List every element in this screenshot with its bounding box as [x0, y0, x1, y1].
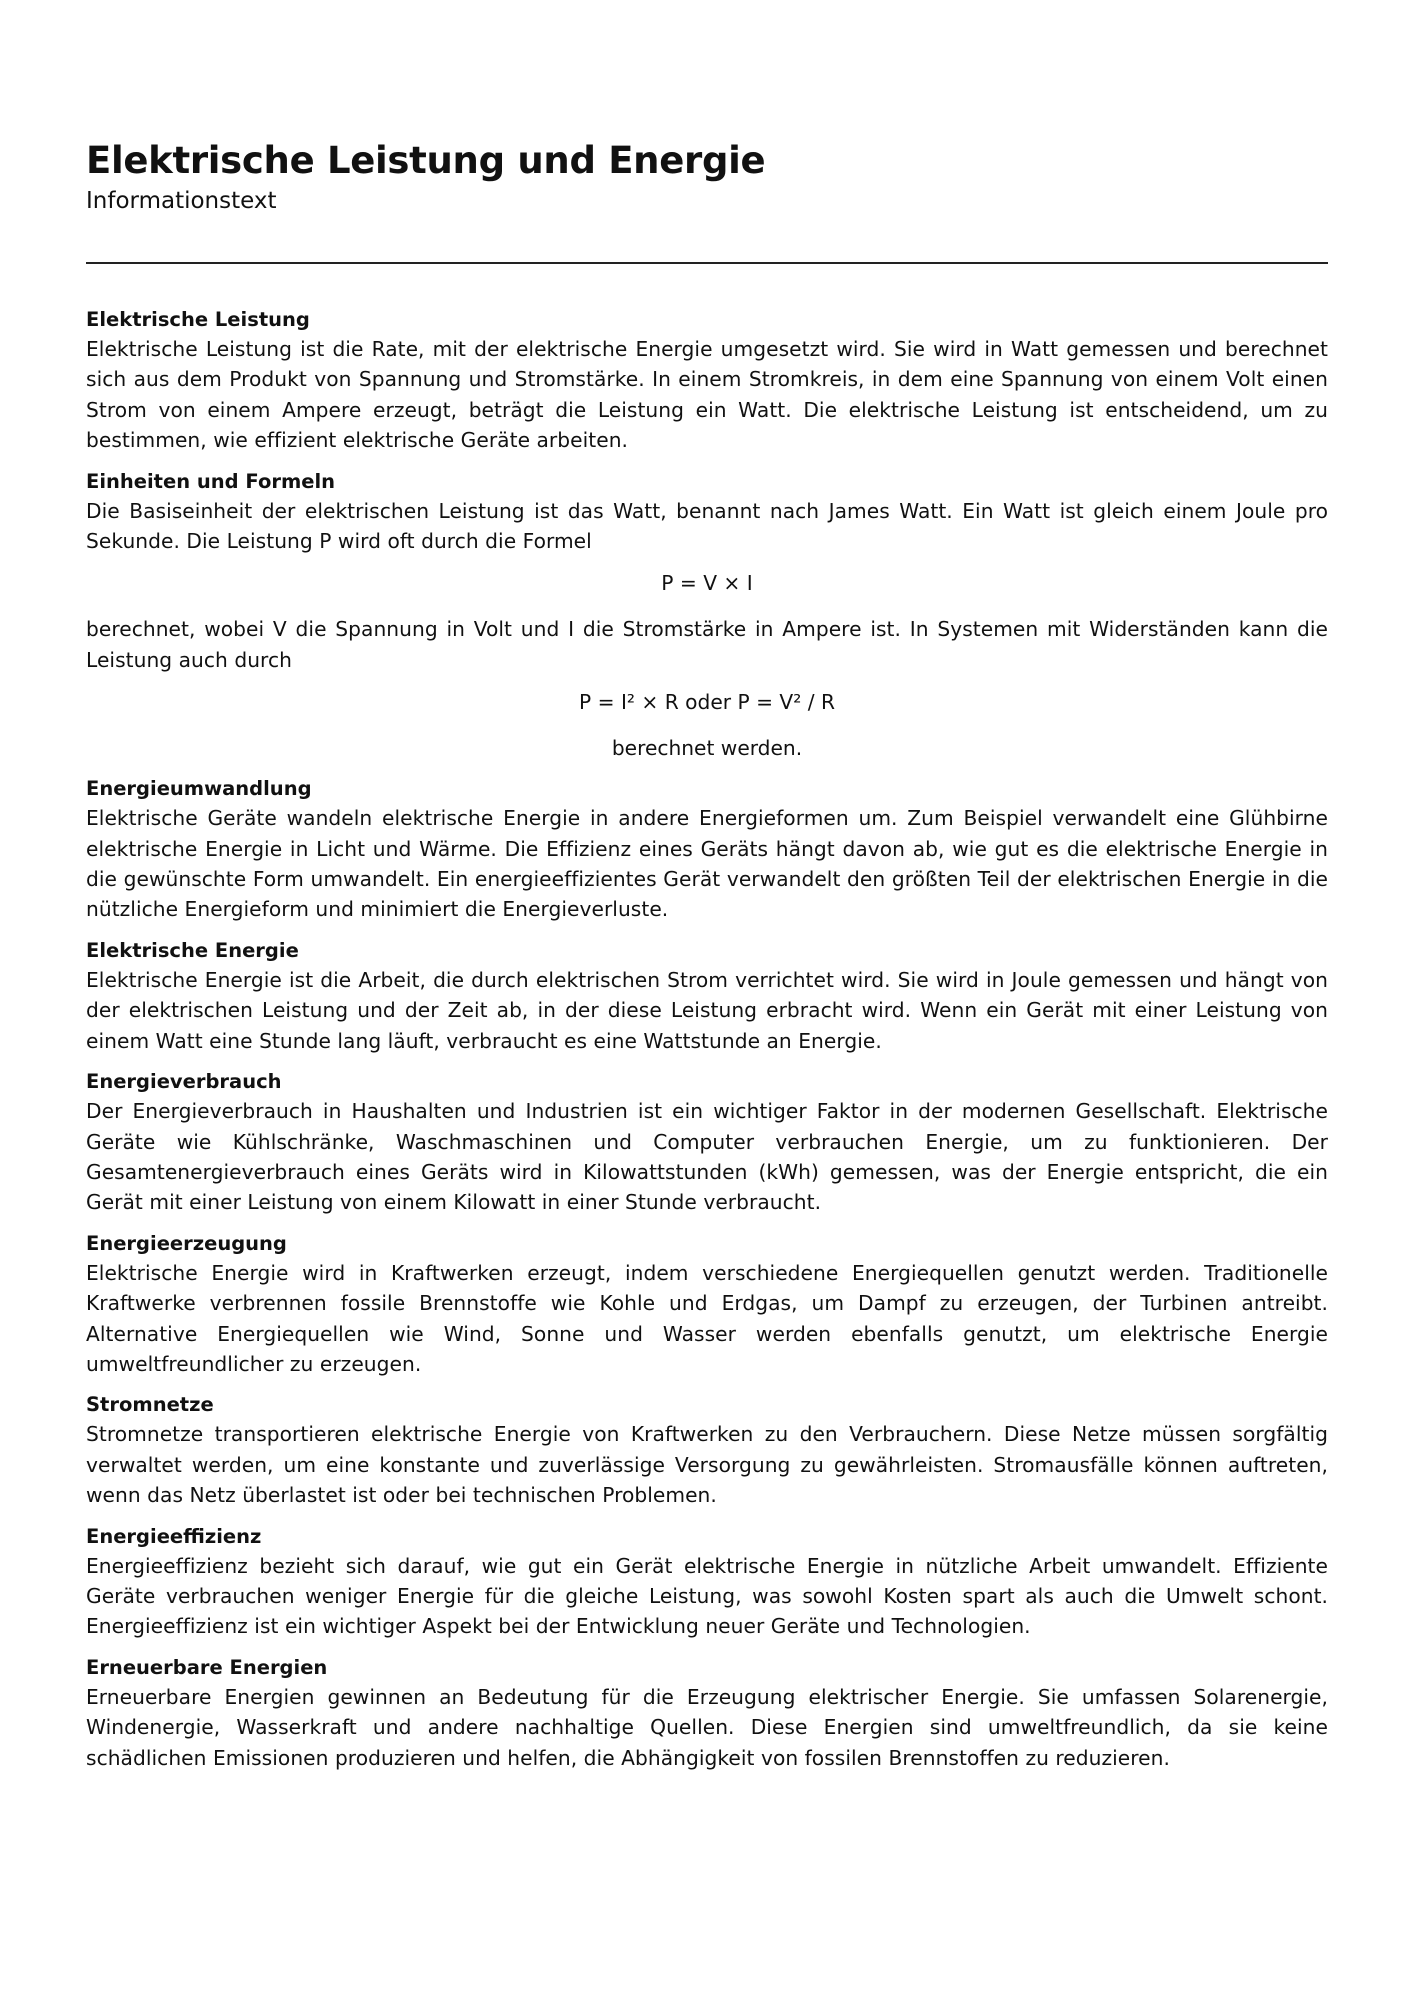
section-energieumwandlung [86, 775, 1328, 925]
section-paragraph: Stromnetze transportieren elektrische Energie von Kraftwerken zu den Verbrauchern. Diese Netze müssen sorgfältig verwaltet werden, um eine konstante und zuverlässige Versorgung zu gewährleisten. Stromausfälle können auftreten, wenn das Netz überlastet ist oder bei technischen Problemen. [86, 1422, 1328, 1508]
document-title: Elektrische Leistung und Energie [86, 139, 766, 182]
section-heading: Energieverbrauch [86, 1070, 282, 1094]
section-energieverbrauch [86, 1068, 1328, 1218]
section-stromnetze [86, 1391, 1328, 1510]
section-paragraph: Erneuerbare Energien gewinnen an Bedeutung für die Erzeugung elektrischer Energie. Sie umfassen Solarenergie, Windenergie, Wasserkraft und andere nachhaltige Quellen. Diese Energien sind umweltfreundlich, da sie keine schädlichen Emissionen produzieren und helfen, die Abhängigkeit von fossilen Brennstoffen zu reduzieren. [86, 1684, 1328, 1770]
section-elektrische-leistung [86, 306, 1328, 456]
section-heading: Erneuerbare Energien [86, 1655, 328, 1679]
section-heading: Elektrische Leistung [86, 308, 310, 331]
section-erneuerbare-energien [86, 1654, 1328, 1773]
section-einheiten-und-formeln [86, 468, 1328, 764]
section-heading: Elektrische Energie [86, 938, 299, 962]
section-paragraph: Energieeffizienz bezieht sich darauf, wie gut ein Gerät elektrische Energie in nützliche Arbeit umwandelt. Effiziente Geräte verbrauchen weniger Energie für die gleiche Leistung, was sowohl Kosten spart als auch die Umwelt schont. Energieeffizienz ist ein wichtiger Aspekt bei der Entwicklung neuer Geräte und Technologien. [86, 1553, 1328, 1639]
section-energieerzeugung [86, 1230, 1328, 1380]
document-subtitle: Informationstext [86, 188, 277, 214]
section-heading: Energieumwandlung [86, 777, 312, 801]
formula-power-resistance: P = I² × R oder P = V² / R [579, 690, 835, 715]
section-paragraph: Elektrische Energie wird in Kraftwerken erzeugt, indem verschiedene Energiequellen genutzt werden. Traditionelle Kraftwerke verbrennen fossile Brennstoffe wie Kohle und Erdgas, um Dampf zu erzeugen, der Turbinen antreibt. Alternative Energiequellen wie Wind, Sonne und Wasser werden ebenfalls genutzt, um elektrische Energie umweltfreundlicher zu erzeugen. [86, 1260, 1328, 1376]
section-paragraph: Elektrische Energie ist die Arbeit, die durch elektrischen Strom verrichtet wird. Sie wird in Joule gemessen und hängt von der elektrischen Leistung und der Zeit ab, in der diese Leistung erbracht wird. Wenn ein Gerät mit einer Leistung von einem Watt eine Stunde lang läuft, verbraucht es eine Wattstunde an Energie. [86, 967, 1328, 1053]
formula-power: P = V × I [661, 571, 753, 596]
section-elektrische-energie [86, 937, 1328, 1056]
section-heading: Stromnetze [86, 1393, 214, 1417]
header-divider [86, 262, 1328, 264]
section-heading: Einheiten und Formeln [86, 469, 336, 493]
section-energieeffizienz [86, 1523, 1328, 1642]
section-paragraph: Der Energieverbrauch in Haushalten und Industrien ist ein wichtiger Faktor in der modernen Gesellschaft. Elektrische Geräte wie Kühlschränke, Waschmaschinen und Computer verbrauchen Energie, um zu funktionieren. Der Gesamtenergieverbrauch eines Geräts wird in Kilowattstunden (kWh) gemessen, was der Energie entspricht, die ein Gerät mit einer Leistung von einem Kilowatt in einer Stunde verbraucht. [86, 1099, 1328, 1215]
section-paragraph: Elektrische Geräte wandeln elektrische Energie in andere Energieformen um. Zum Beispiel verwandelt eine Glühbirne elektrische Energie in Licht und Wärme. Die Effizienz eines Geräts hängt davon ab, wie gut es die elektrische Energie in die gewünschte Form umwandelt. Ein energieeffizientes Gerät verwandelt den größten Teil der elektrischen Energie in die nützliche Energieform und minimiert die Energieverluste. [86, 806, 1328, 922]
section-heading: Energieerzeugung [86, 1231, 287, 1255]
section-paragraph: Die Basiseinheit der elektrischen Leistung ist das Watt, benannt nach James Watt. Ein Watt ist gleich einem Joule pro Sekunde. Die Leistung P wird oft durch die Formel [86, 498, 1328, 554]
section-heading: Energieeffizienz [86, 1524, 262, 1548]
formula-followup-text: berechnet werden. [611, 736, 803, 761]
section-paragraph: Elektrische Leistung ist die Rate, mit der elektrische Energie umgesetzt wird. Sie wird in Watt gemessen und berechnet sich aus dem Produkt von Spannung und Stromstärke. In einem Stromkreis, in dem eine Spannung von einem Volt einen Strom von einem Ampere erzeugt, beträgt die Leistung ein Watt. Die elektrische Leistung ist entscheidend, um zu bestimmen, wie effizient elektrische Geräte arbeiten. [86, 337, 1328, 453]
section-paragraph: berechnet, wobei V die Spannung in Volt und I die Stromstärke in Ampere ist. In Systemen mit Widerständen kann die Leistung auch durch [86, 617, 1328, 672]
